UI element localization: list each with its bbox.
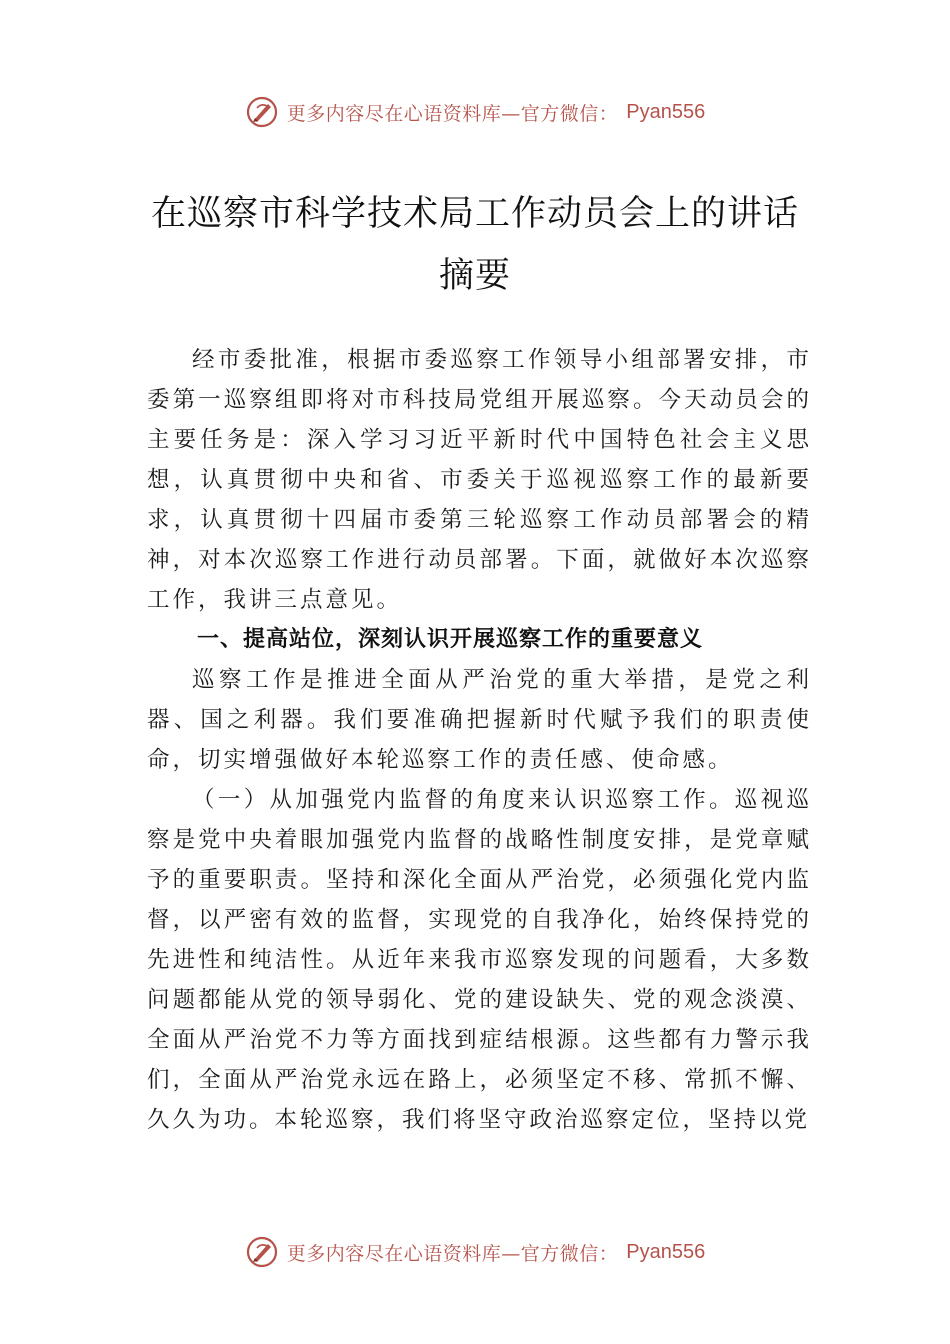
document-body [147, 340, 812, 1140]
paragraph-section-1: 巡察工作是推进全面从严治党的重大举措，是党之利器、国之利器。我们要准确把握新时代赋予我们的职责使命，切实增强做好本轮巡察工作的责任感、使命感。 [147, 667, 812, 773]
paragraph-intro: 经市委批准，根据市委巡察工作领导小组部署安排，市委第一巡察组即将对市科技局党组开展巡察。今天动员会的主要任务是：深入学习习近平新时代中国特色社会主义思想，认真贯彻中央和省、市委关于巡视巡察工作的最新要求，认真贯彻十四届市委第三轮巡察工作动员部署会的精神，对本次巡察工作进行动员部署。下面，就做好本次巡察工作，我讲三点意见。 [147, 347, 812, 613]
watermark-wechat-id: Pyan556 [626, 1240, 706, 1263]
pen-logo-icon [245, 1235, 279, 1269]
watermark-wechat-id: Pyan556 [626, 100, 706, 123]
watermark-text: 更多内容尽在心语资料库—官方微信： [286, 1242, 619, 1265]
document-title: 在巡察市科学技术局工作动员会上的讲话摘要 [150, 194, 799, 296]
watermark-header [0, 92, 950, 132]
section-heading-1: 一、提高站位，深刻认识开展巡察工作的重要意义 [197, 627, 704, 652]
paragraph-subsection-1: （一）从加强党内监督的角度来认识巡察工作。巡视巡察是党中央着眼加强党内监督的战略性制度安排，是党章赋予的重要职责。坚持和深化全面从严治党，必须强化党内监督，以严密有效的监督，实现党的自我净化，始终保持党的先进性和纯洁性。从近年来我市巡察发现的问题看，大多数问题都能从党的领导弱化、党的建设缺失、党的观念淡漠、 全面从严治党不力等方面找到症结根源。这些都有力警示我们，全面从严治党永远在路上，必须坚定不移、常抓不懈、 久久为功。本轮巡察，我们将坚守政治巡察定位，坚持以党 [147, 787, 812, 1133]
pen-logo-icon [245, 95, 279, 129]
watermark-footer [0, 1232, 950, 1272]
watermark-text: 更多内容尽在心语资料库—官方微信： [286, 102, 619, 125]
